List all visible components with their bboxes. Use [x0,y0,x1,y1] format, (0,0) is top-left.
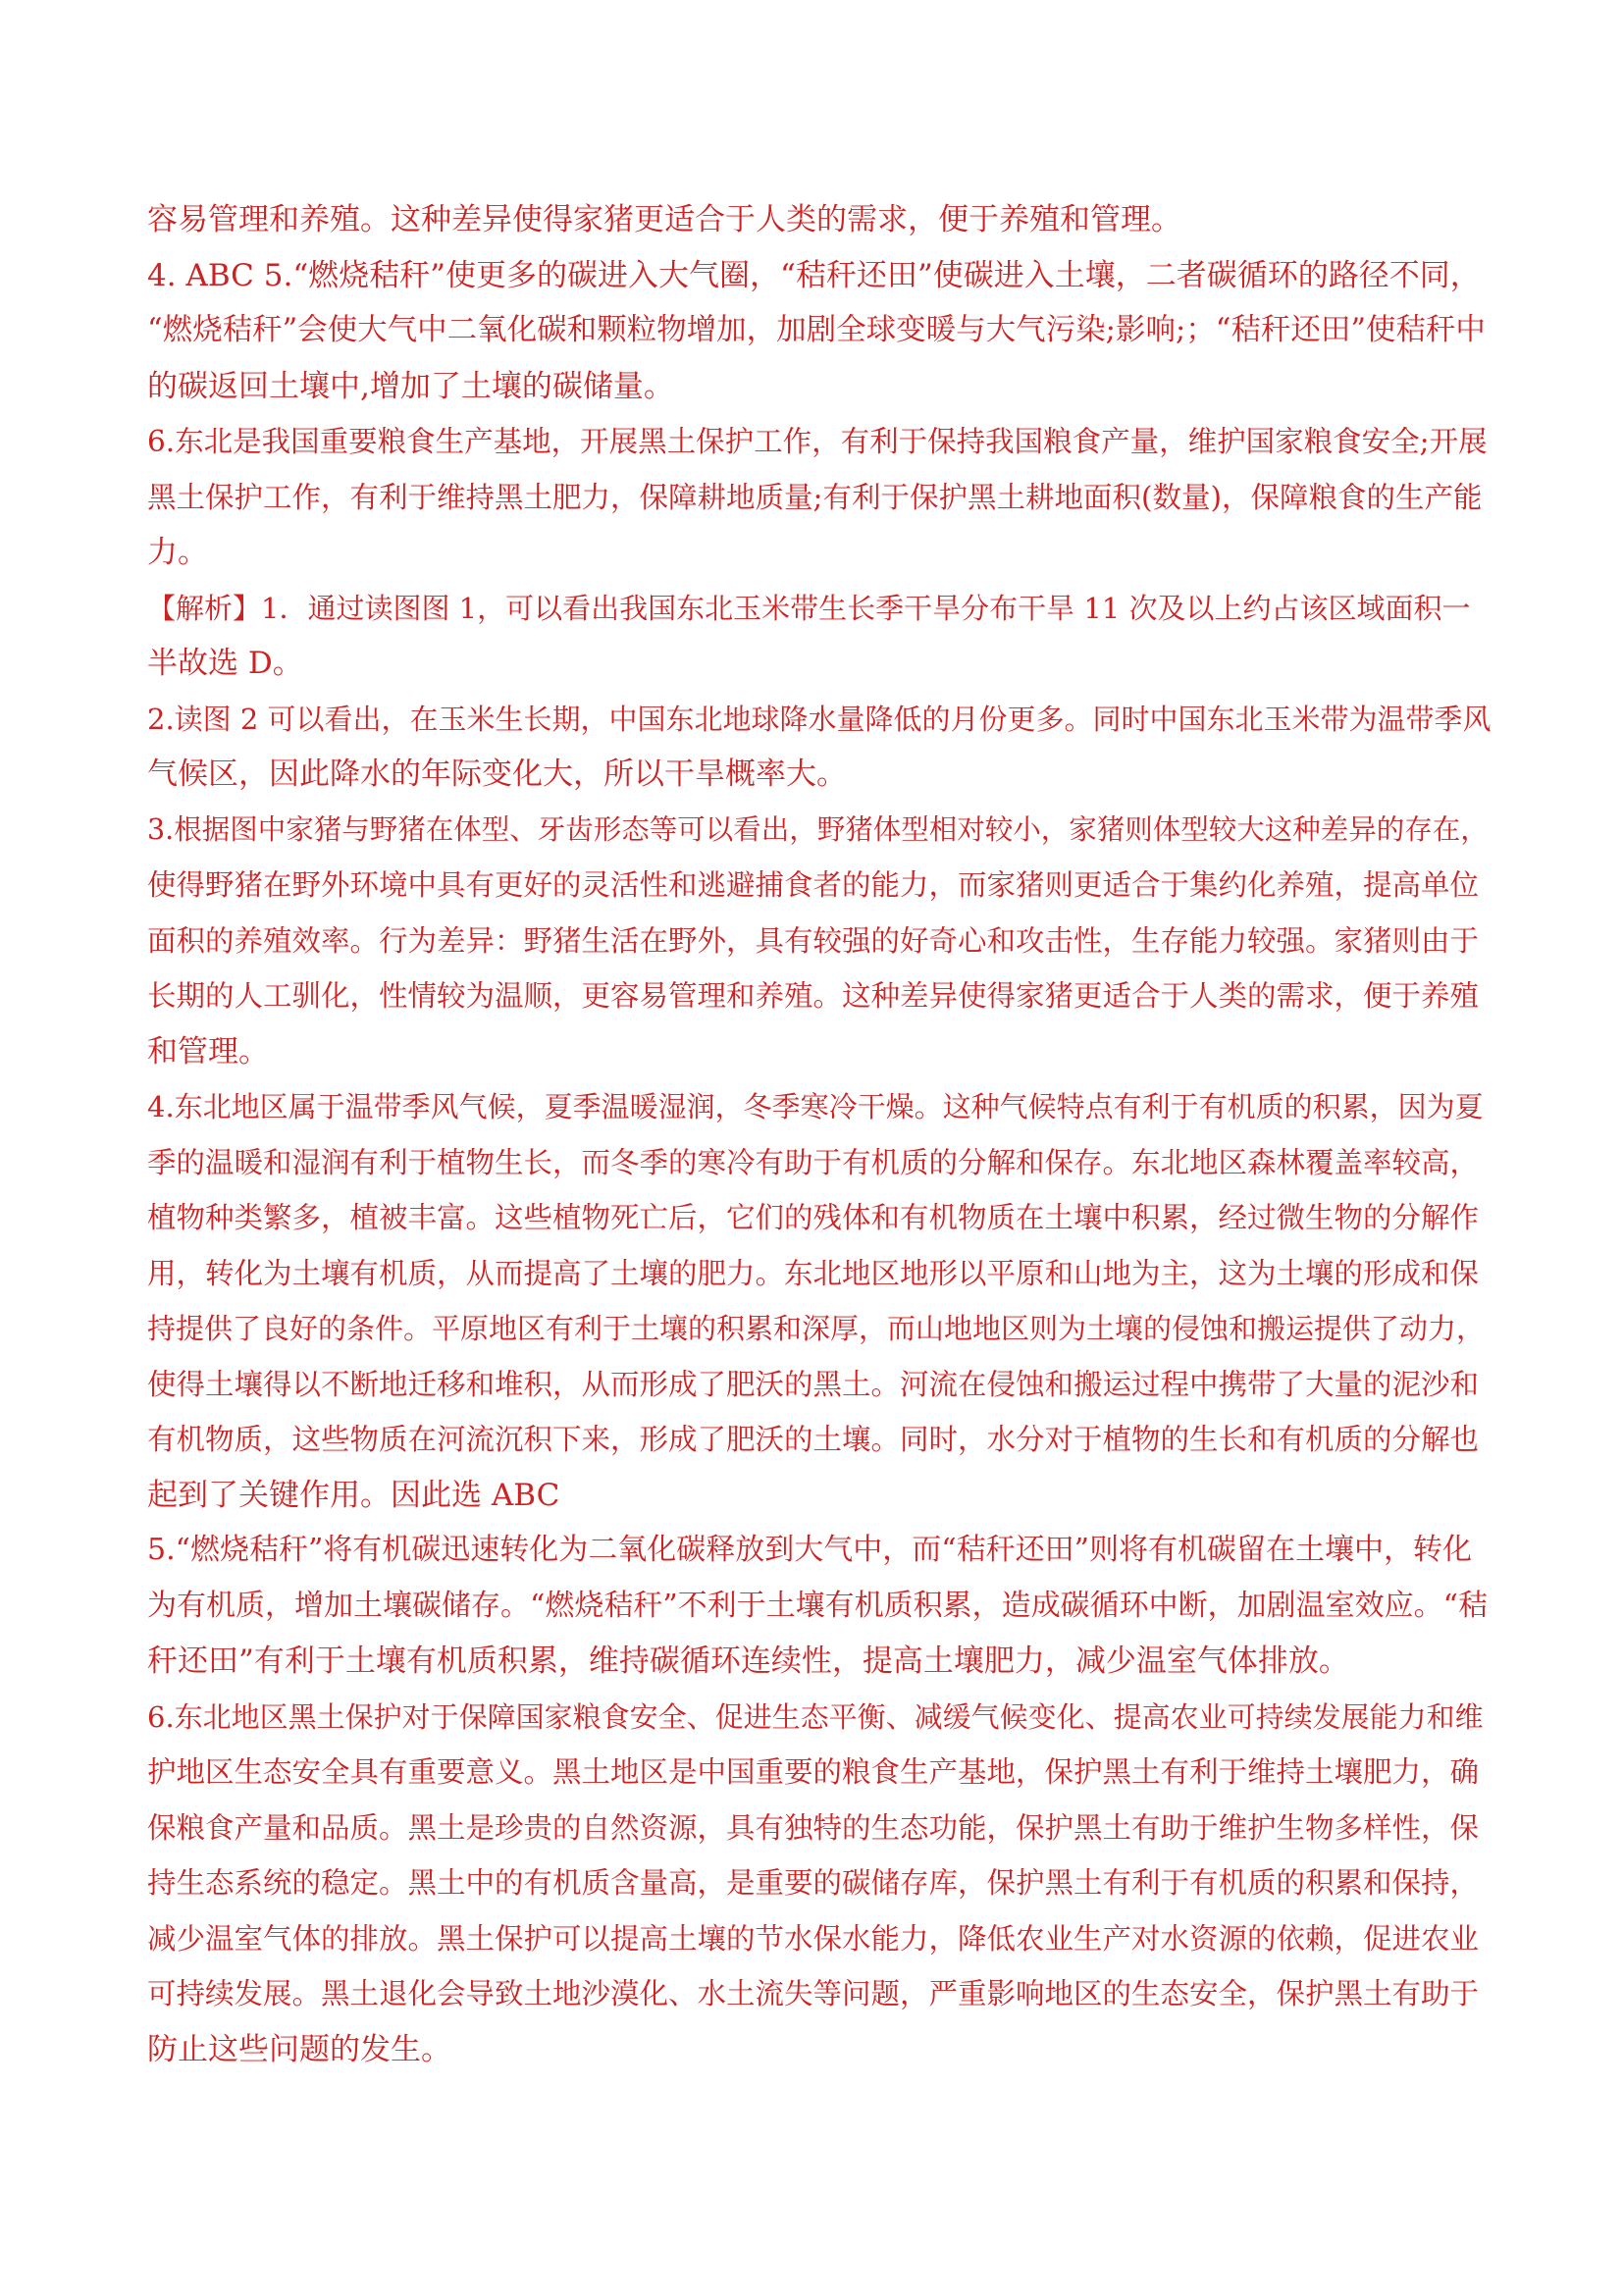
text-line: 季的温暖和湿润有利于植物生长，而冬季的寒冷有助于有机质的分解和保存。东北地区森林覆盖率较高， [147,1145,1480,1179]
text-line: 和管理。 [147,1033,269,1070]
text-line: 力。 [147,535,208,570]
text-line: 半故选 D。 [147,646,303,681]
text-line: 减少温室气体的排放。黑土保护可以提高土壤的节水保水能力，降低农业生产对水资源的依赖，促进农业 [147,1921,1480,1956]
text-line: 面积的养殖效率。行为差异：野猪生活在野外，具有较强的好奇心和攻击性，生存能力较强。家猪则由于 [147,923,1480,958]
answer-section [147,192,1492,581]
text-line: 长期的人工驯化，性情较为温顺，更容易管理和养殖。这种差异使得家猪更适合于人类的需求，便于养殖 [147,979,1480,1013]
text-line: 持生态系统的稳定。黑土中的有机质含量高，是重要的碳储存库，保护黑土有利于有机质的积累和保持， [147,1866,1480,1900]
text-line: 4. ABC 5.“燃烧秸秆”使更多的碳进入大气圈，“秸秆还田”使碳进入土壤，二者碳循环的路径不同， [147,257,1481,293]
analysis-section [147,581,1492,2078]
text-line: 持提供了良好的条件。平原地区有利于土壤的积累和深厚，而山地地区则为土壤的侵蚀和搬运提供了动力， [147,1312,1486,1345]
text-line: 有机物质，这些物质在河流沉积下来，形成了肥沃的土壤。同时，水分对于植物的生长和有机质的分解也 [147,1423,1480,1456]
text-line: 5.“燃烧秸秆”将有机碳迅速转化为二氧化碳释放到大气中，而“秸秆还田”则将有机碳留在土壤中，转化 [147,1533,1472,1567]
text-line: “燃烧秸秆”会使大气中二氧化碳和颗粒物增加，加剧全球变暖与大气污染;影响;；“秸秆还田”使秸秆中 [147,313,1486,347]
document-page [147,192,1492,2077]
text-line: 使得土壤得以不断地迁移和堆积，从而形成了肥沃的黑土。河流在侵蚀和搬运过程中携带了大量的泥沙和 [147,1367,1480,1401]
text-line: 4.东北地区属于温带季风气候，夏季温暖湿润，冬季寒冷干燥。这种气候特点有利于有机质的积累，因为夏 [147,1090,1484,1123]
text-line: 气候区，因此降水的年际变化大，所以干旱概率大。 [147,757,847,792]
text-line: 的碳返回土壤中,增加了土壤的碳储量。 [147,368,674,404]
text-line: 6.东北是我国重要粮食生产基地，开展黑土保护工作，有利于保持我国粮食产量，维护国家粮食安全;开展 [147,425,1488,458]
text-line: 使得野猪在野外环境中具有更好的灵活性和逃避捕食者的能力，而家猪则更适合于集约化养殖，提高单位 [147,868,1480,902]
text-line: 护地区生态安全具有重要意义。黑土地区是中国重要的粮食生产基地，保护黑土有利于维持土壤肥力，确 [147,1755,1480,1789]
text-line: 6.东北地区黑土保护对于保障国家粮食安全、促进生态平衡、减缓气候变化、提高农业可持续发展能力和维 [147,1699,1484,1734]
text-line: 容易管理和养殖。这种差异使得家猪更适合于人类的需求，便于养殖和管理。 [147,202,1181,237]
text-line: 2.读图 2 可以看出，在玉米生长期，中国东北地球降水量降低的月份更多。同时中国东北玉米带为温带季风 [147,702,1492,736]
text-line: 可持续发展。黑土退化会导致土地沙漠化、水土流失等问题，严重影响地区的生态安全，保护黑土有助于 [147,1977,1480,2010]
text-line: 为有机质，增加土壤碳储存。“燃烧秸秆”不利于土壤有机质积累，造成碳循环中断，加剧温室效应。“秸 [147,1588,1489,1623]
text-line: 保粮食产量和品质。黑土是珍贵的自然资源，具有独特的生态功能，保护黑土有助于维护生物多样性，保 [147,1810,1480,1845]
text-line: 用，转化为土壤有机质，从而提高了土壤的肥力。东北地区地形以平原和山地为主，这为土壤的形成和保 [147,1256,1480,1290]
text-line: 3.根据图中家猪与野猪在体型、牙齿形态等可以看出，野猪体型相对较小，家猪则体型较大这种差异的存在， [147,812,1489,846]
text-line: 起到了关键作用。因此选 ABC [147,1477,560,1513]
text-line: 黑土保护工作，有利于维持黑土肥力，保障耕地质量;有利于保护黑土耕地面积(数量)，保障粮食的生产能 [147,480,1483,514]
text-line: 秆还田”有利于土壤有机质积累，维持碳循环连续性，提高土壤肥力，减少温室气体排放。 [147,1644,1349,1679]
text-line: 植物种类繁多，植被丰富。这些植物死亡后，它们的残体和有机物质在土壤中积累，经过微生物的分解作 [147,1201,1480,1234]
text-line: 防止这些问题的发生。 [147,2031,451,2067]
text-line: 【解析】1．通过读图图 1，可以看出我国东北玉米带生长季干旱分布干旱 11 次及以上约占该区域面积一 [147,591,1471,625]
